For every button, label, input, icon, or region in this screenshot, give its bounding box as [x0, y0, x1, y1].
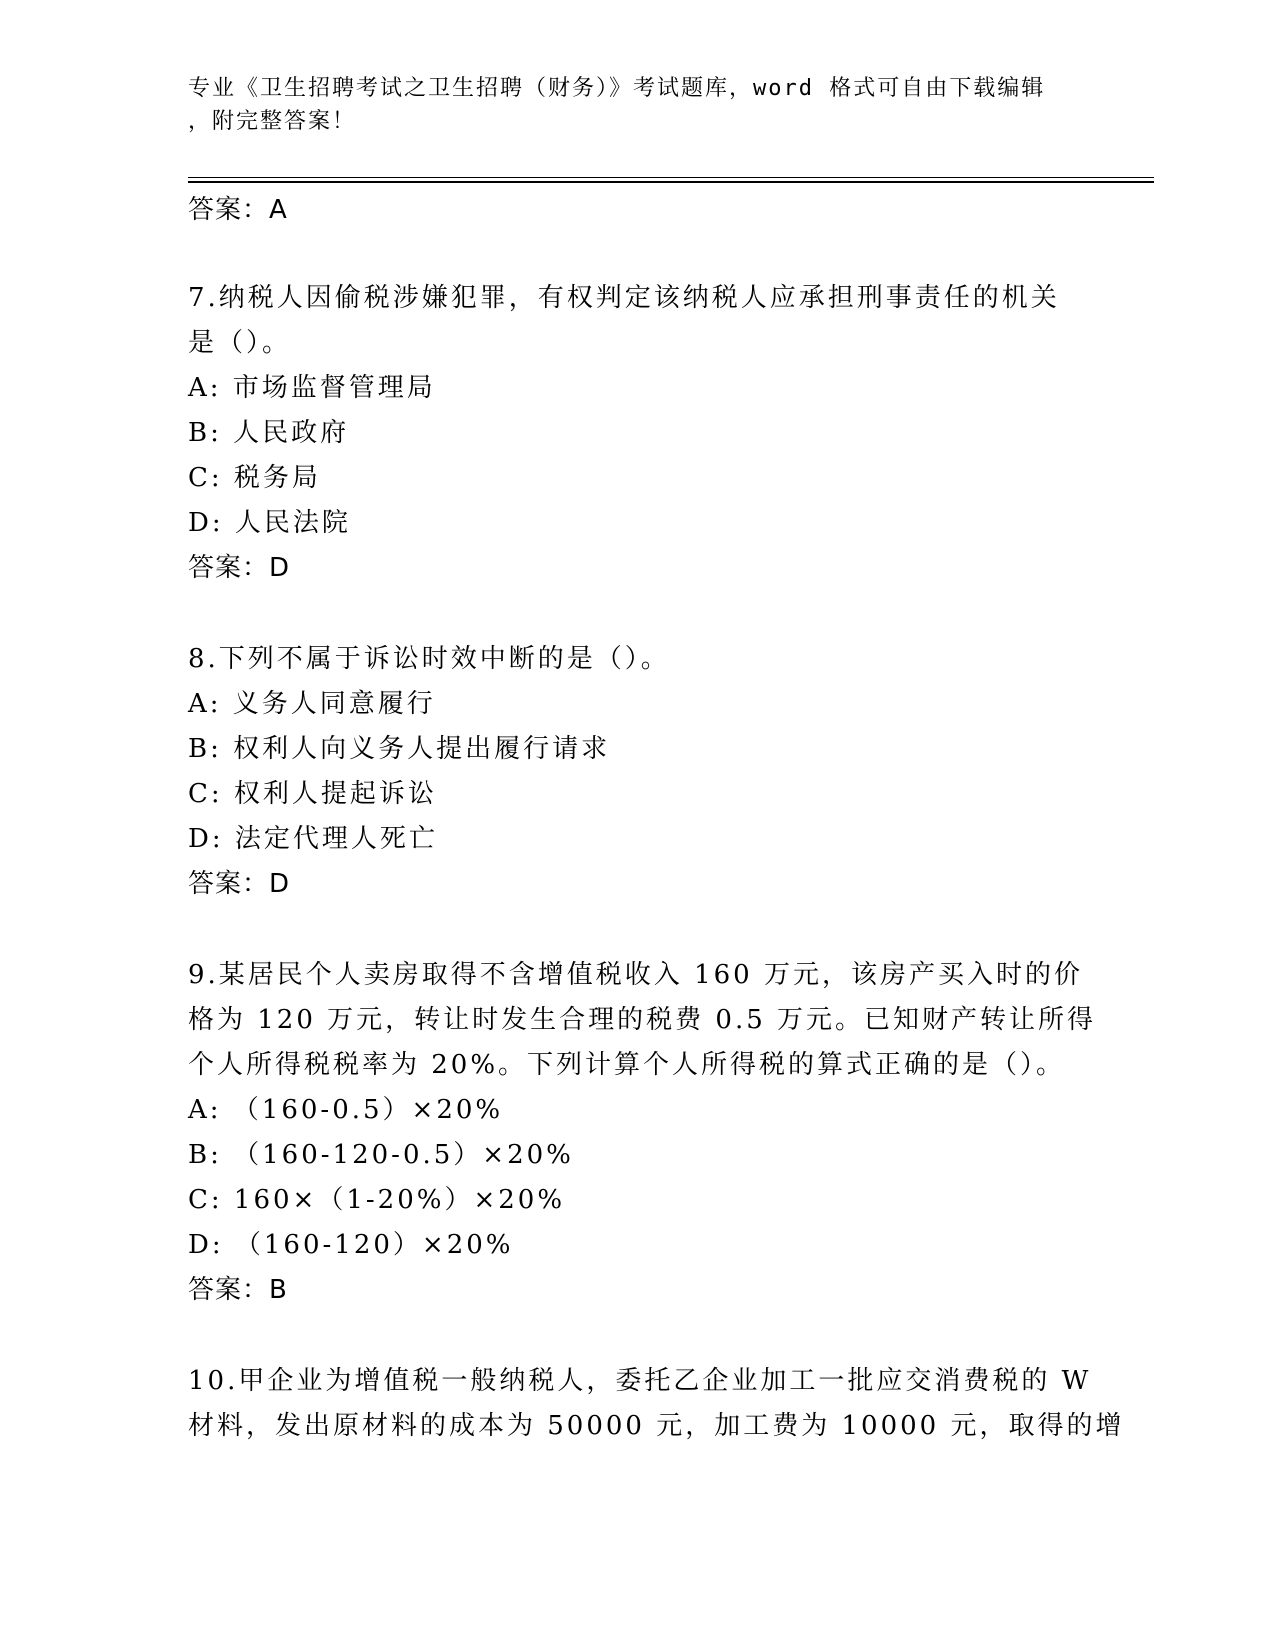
question-text-line: 10.甲企业为增值税一般纳税人，委托乙企业加工一批应交消费税的 W: [188, 1366, 1092, 1396]
option-a: A: 市场监督管理局: [188, 373, 436, 403]
spacer: [188, 591, 1088, 637]
option-d: D: 法定代理人死亡: [188, 824, 438, 854]
option-b: B: 人民政府: [188, 418, 350, 448]
answer-line: 答案：D: [188, 869, 291, 899]
option-b: B: （160-120-0.5）×20%: [188, 1140, 574, 1170]
question-text-line: 是（）。: [188, 328, 292, 358]
question-10: [188, 1359, 1125, 1449]
option-d: D: 人民法院: [188, 508, 351, 538]
option-a: A: （160-0.5）×20%: [188, 1095, 504, 1125]
question-text-line: 8.下列不属于诉讼时效中断的是（）。: [188, 644, 670, 674]
question-text-line: 材料，发出原材料的成本为 50000 元，加工费为 10000 元，取得的增: [188, 1411, 1125, 1441]
header-rule-thick: [188, 181, 1154, 183]
option-d: D: （160-120）×20%: [188, 1230, 514, 1260]
header-line-2: ，附完整答案！: [188, 109, 357, 134]
option-c: C: 权利人提起诉讼: [188, 779, 437, 809]
question-text-line: 个人所得税税率为 20%。下列计算个人所得税的算式正确的是（）。: [188, 1050, 1066, 1080]
spacer: [188, 1313, 1088, 1359]
question-text-line: 格为 120 万元，转让时发生合理的税费 0.5 万元。已知财产转让所得: [188, 1005, 1097, 1035]
spacer: [188, 907, 1088, 953]
option-b: B: 权利人向义务人提出履行请求: [188, 734, 611, 764]
question-text-line: 9.某居民个人卖房取得不含增值税收入 160 万元，该房产买入时的价: [188, 960, 1083, 990]
question-9: [188, 953, 1097, 1313]
question-text-line: 7.纳税人因偷税涉嫌犯罪，有权判定该纳税人应承担刑事责任的机关: [188, 283, 1060, 313]
question-content: [188, 188, 1125, 1449]
answer-line: 答案：D: [188, 553, 291, 583]
question-7: [188, 276, 1088, 591]
option-c: C: 税务局: [188, 463, 321, 493]
header-line-1: 专业《卫生招聘考试之卫生招聘（财务）》考试题库，word 格式可自由下载编辑: [188, 76, 1046, 101]
page-header: [188, 72, 1068, 138]
answer-line: 答案：B: [188, 1275, 288, 1305]
option-c: C: 160×（1-20%）×20%: [188, 1185, 566, 1215]
option-a: A: 义务人同意履行: [188, 689, 436, 719]
question-8: [188, 637, 1088, 907]
header-rule-thin: [188, 177, 1154, 178]
answer-line: 答案：A: [188, 195, 288, 225]
